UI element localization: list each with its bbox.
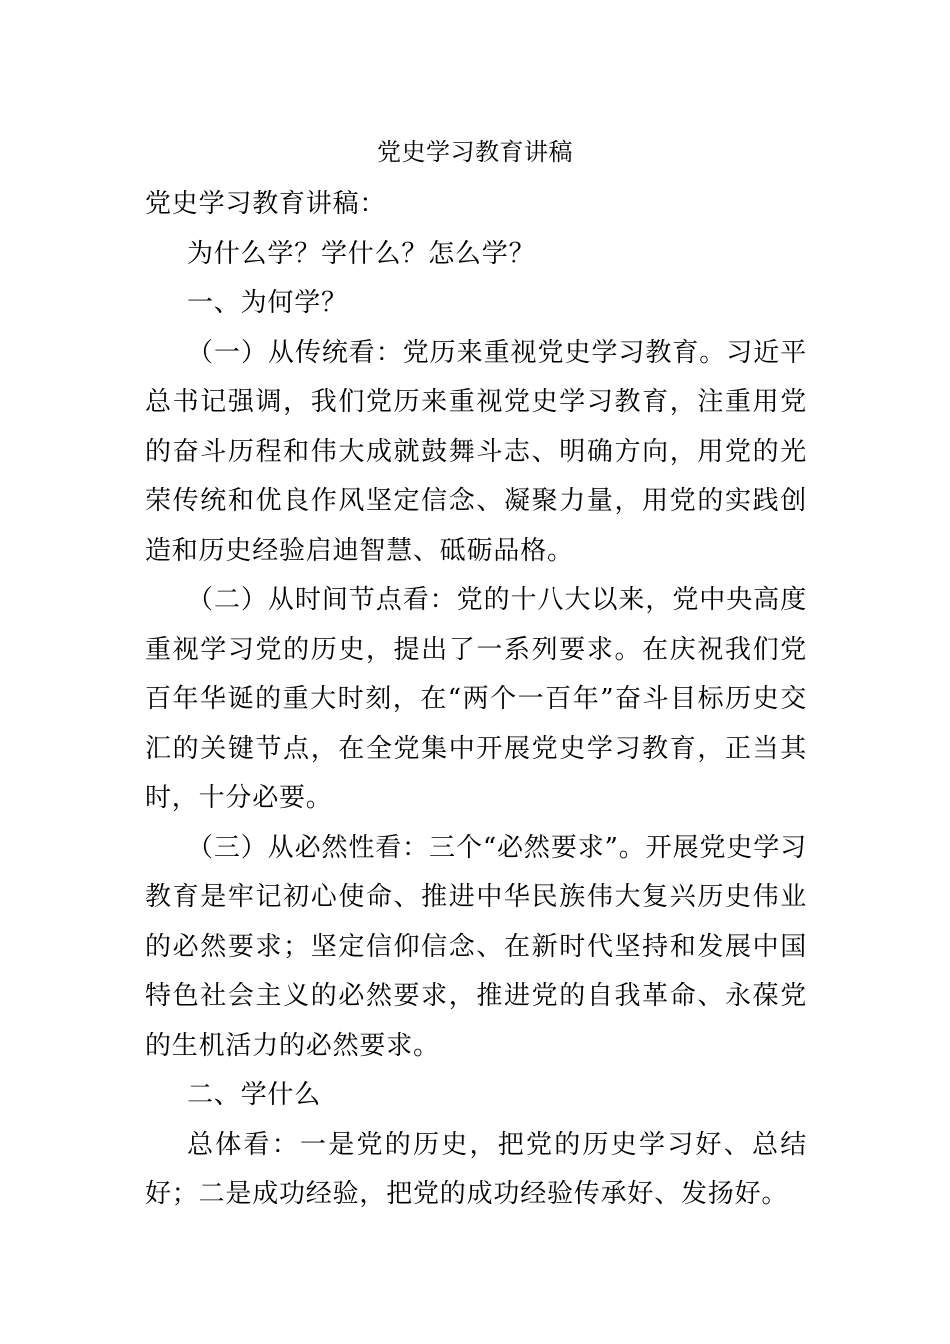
section-heading-why: 一、为何学？	[187, 288, 348, 318]
paragraph-necessity: （三）从必然性看：三个“必然要求”。开展党史学习教育是牢记初心使命、推进中华民族伟大复兴历史伟业的必然要求；坚定信仰信念、在新时代坚持和发展中国特色社会主义的必然要求，推进党的自我革命、永葆党的生机活力的必然要求。	[145, 832, 807, 1061]
document-body	[145, 180, 807, 1220]
paragraph-time-node: （二）从时间节点看：党的十八大以来，党中央高度重视学习党的历史，提出了一系列要求。在庆祝我们党百年华诞的重大时刻，在“两个一百年”奋斗目标历史交汇的关键节点，在全党集中开展党史学习教育，正当其时，十分必要。	[145, 585, 807, 813]
paragraph-questions: 为什么学？学什么？怎么学？	[187, 238, 536, 269]
paragraph-heading: 党史学习教育讲稿：	[145, 189, 387, 219]
section-heading-what: 二、学什么	[187, 1080, 322, 1110]
paragraph-tradition: （一）从传统看：党历来重视党史学习教育。习近平总书记强调，我们党历来重视党史学习教育，注重用党的奋斗历程和伟大成就鼓舞斗志、明确方向，用党的光荣传统和优良作风坚定信念、凝聚力量，用党的实践创造和历史经验启迪智慧、砥砺品格。	[145, 337, 807, 566]
document-title: 党史学习教育讲稿	[377, 138, 573, 166]
paragraph-overall: 总体看：一是党的历史，把党的历史学习好、总结好；二是成功经验，把党的成功经验传承好、发扬好。	[145, 1129, 807, 1209]
